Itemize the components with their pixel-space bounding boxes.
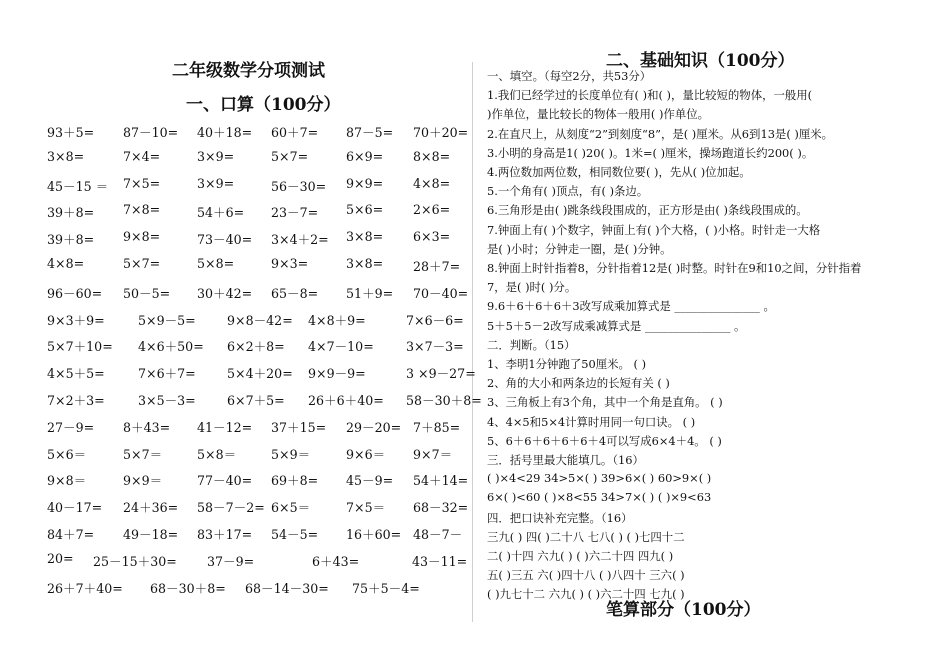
oral-math-problem: 27－9= bbox=[47, 419, 95, 435]
oral-math-problem: 5×7= bbox=[271, 148, 309, 164]
basics-line: 三九( ) 四( )二十八 七八( ) ( )七四十二 bbox=[487, 529, 685, 544]
oral-math-problem: 9×9＝ bbox=[123, 473, 163, 489]
basics-line: ( )×4<29 34>5×( ) 39>6×( ) 60>9×( ) bbox=[487, 471, 712, 486]
oral-math-problem: 7×2＋3= bbox=[47, 393, 105, 408]
oral-math-problem: 4×7－10= bbox=[308, 339, 374, 355]
section-basics-title: 二、基础知识（100分） bbox=[606, 51, 795, 71]
section-written-calc-title: 笔算部分（100分） bbox=[606, 600, 761, 620]
oral-math-problem: 54＋6= bbox=[197, 205, 245, 221]
basics-line: 三．括号里最大能填几。（16） bbox=[487, 453, 644, 467]
basics-line: 6×( )<60 ( )×8<55 34>7×( ) ( )×9<63 bbox=[487, 490, 712, 505]
basics-line: 2、角的大小和两条边的长短有关 ( ) bbox=[487, 376, 670, 391]
oral-math-problem: 9×6＝ bbox=[346, 446, 386, 462]
oral-math-problem: 5×9－5= bbox=[138, 312, 196, 328]
oral-math-problem: 9×7＝ bbox=[413, 446, 453, 462]
oral-math-problem: 5×7＝ bbox=[123, 446, 163, 462]
oral-math-problem: 40－17= bbox=[47, 500, 103, 516]
oral-math-problem: 29－20= bbox=[346, 419, 402, 435]
basics-line: ( )九七十二 六九( ) ( )六二十四 七九( ) bbox=[487, 587, 685, 602]
oral-math-problem: 3×5－3= bbox=[138, 393, 196, 408]
oral-math-problem: 48－7－ bbox=[413, 527, 463, 542]
oral-math-problem: 9×9= bbox=[346, 175, 384, 191]
oral-math-problem: 7×6－6= bbox=[406, 312, 464, 328]
oral-math-problem: 51＋9= bbox=[346, 285, 394, 301]
oral-math-problem: 7×5＝ bbox=[346, 500, 386, 516]
oral-math-problem: 5×6＝ bbox=[47, 446, 87, 462]
oral-math-problem: 5×7＋10= bbox=[47, 339, 113, 355]
oral-math-problem: 20= bbox=[47, 550, 74, 566]
oral-math-problem: 39＋8= bbox=[47, 232, 95, 248]
oral-math-problem: 3 ×9－27= bbox=[406, 366, 476, 382]
oral-math-problem: 6×3= bbox=[413, 229, 451, 245]
oral-math-problem: 93＋5= bbox=[47, 125, 95, 140]
basics-line: 8.钟面上时针指着8，分针指着12是( )时整。时针在9和10之间，分针指着 bbox=[487, 261, 862, 275]
oral-math-problem: 6×5＝ bbox=[271, 500, 311, 516]
oral-math-problem: 16＋60= bbox=[346, 527, 402, 542]
oral-math-problem: 68－32= bbox=[413, 500, 469, 516]
oral-math-problem: 83＋17= bbox=[197, 527, 253, 542]
oral-math-problem: 3×8= bbox=[346, 229, 384, 245]
oral-math-problem: 5×9＝ bbox=[271, 446, 311, 462]
oral-math-problem: 69＋8= bbox=[271, 473, 319, 489]
oral-math-problem: 4×6＋50= bbox=[138, 339, 204, 355]
oral-math-problem: 4×8= bbox=[47, 256, 85, 271]
oral-math-problem: 3×7－3= bbox=[406, 339, 464, 355]
oral-math-problem: 6×2＋8= bbox=[227, 339, 285, 355]
oral-math-problem: 7×5= bbox=[123, 175, 161, 191]
oral-math-problem: 6×9= bbox=[346, 148, 384, 164]
basics-line: 1、李明1分钟跑了50厘米。 ( ) bbox=[487, 357, 647, 371]
oral-math-problem: 77－40= bbox=[197, 473, 253, 489]
basics-line: 3.小明的身高是1( )20( )。1米=( )厘米，操场跑道长约200( )。 bbox=[487, 145, 814, 160]
oral-math-problem: 6×7＋5= bbox=[227, 393, 285, 408]
oral-math-problem: 60＋7= bbox=[271, 125, 319, 140]
basics-line: 2.在直尺上，从刻度“2”到刻度“8”，是( )厘米。从6到13是( )厘米。 bbox=[487, 126, 834, 141]
basics-line: 5、6＋6＋6＋6＋6＋4可以写成6×4＋4。 ( ) bbox=[487, 433, 722, 448]
basics-line: 7，是( )时( )分。 bbox=[487, 280, 577, 295]
oral-math-problem: 7×8= bbox=[123, 202, 161, 218]
oral-math-problem: 68－14－30= bbox=[245, 580, 329, 596]
oral-math-problem: 87－5= bbox=[346, 125, 394, 140]
oral-math-problem: 39＋8= bbox=[47, 205, 95, 221]
oral-math-problem: 5×7= bbox=[123, 256, 161, 271]
oral-math-problem: 3×9= bbox=[197, 175, 235, 191]
basics-line: 6.三角形是由( )跳条线段围成的，正方形是由( )条线段围成的。 bbox=[487, 203, 808, 218]
oral-math-problem: 4×8＋9= bbox=[308, 312, 366, 328]
oral-math-problem: 40＋18= bbox=[197, 125, 253, 140]
basics-line: 一、填空。（每空2分，共53分） bbox=[487, 69, 652, 83]
oral-math-problem: 45－9= bbox=[346, 473, 394, 489]
oral-math-problem: 9×3= bbox=[271, 256, 309, 271]
oral-math-problem: 5×4＋20= bbox=[227, 366, 293, 382]
oral-math-problem: 96－60= bbox=[47, 285, 103, 301]
basics-line: 4、4×5和5×4计算时用同一句口诀。 ( ) bbox=[487, 414, 696, 429]
oral-math-problem: 68－30＋8= bbox=[150, 580, 226, 596]
oral-math-problem: 6＋43= bbox=[312, 553, 360, 569]
oral-math-problem: 5×8= bbox=[197, 256, 235, 271]
oral-math-problem: 26＋7＋40= bbox=[47, 580, 123, 596]
column-divider bbox=[472, 62, 473, 622]
basics-line: 1.我们已经学过的长度单位有( )和( )，量比较短的物体，一般用( bbox=[487, 88, 813, 103]
basics-line: 5.一个角有( )顶点，有( )条边。 bbox=[487, 184, 649, 199]
section-oral-math-title: 一、口算（100分） bbox=[186, 95, 341, 115]
oral-math-problem: 28＋7= bbox=[413, 259, 461, 274]
oral-math-problem: 65－8= bbox=[271, 285, 319, 301]
oral-math-problem: 9×8－42= bbox=[227, 312, 293, 328]
oral-math-problem: 26＋6＋40= bbox=[308, 393, 384, 408]
oral-math-problem: 8＋43= bbox=[123, 419, 171, 435]
oral-math-problem: 5×6= bbox=[346, 202, 384, 218]
oral-math-problem: 37＋15= bbox=[271, 419, 327, 435]
basics-line: 是( )小时；分钟走一圈，是( )分钟。 bbox=[487, 241, 672, 256]
oral-math-problem: 87－10= bbox=[123, 125, 179, 140]
basics-line: 5＋5＋5－2改写成乘减算式是 _______________ 。 bbox=[487, 318, 746, 333]
oral-math-problem: 3×9= bbox=[197, 148, 235, 164]
oral-math-problem: 2×6= bbox=[413, 202, 451, 218]
oral-math-problem: 70－40= bbox=[413, 285, 469, 301]
basics-line: 二( )十四 六九( ) ( )六二十四 四九( ) bbox=[487, 549, 674, 563]
oral-math-problem: 9×8＝ bbox=[47, 473, 87, 489]
basics-line: 9.6＋6＋6＋6＋3改写成乘加算式是 _______________ 。 bbox=[487, 299, 775, 314]
oral-math-problem: 58－7－2= bbox=[197, 500, 265, 516]
oral-math-problem: 49－18= bbox=[123, 527, 179, 542]
oral-math-problem: 30＋42= bbox=[197, 285, 253, 301]
basics-line: 7.钟面上有( )个数字，钟面上有( )个大格，( )小格。时针走一大格 bbox=[487, 222, 821, 237]
basics-line: 二．判断。（15） bbox=[487, 337, 576, 352]
oral-math-problem: 54＋14= bbox=[413, 473, 469, 489]
oral-math-problem: 24＋36= bbox=[123, 500, 179, 516]
oral-math-problem: 41－12= bbox=[197, 419, 253, 435]
oral-math-problem: 7×4= bbox=[123, 148, 161, 164]
oral-math-problem: 37－9= bbox=[207, 553, 255, 569]
oral-math-problem: 3×8= bbox=[47, 148, 85, 164]
oral-math-problem: 58－30＋8= bbox=[406, 393, 482, 408]
oral-math-problem: 70＋20= bbox=[413, 125, 469, 140]
basics-line: )作单位，量比较长的物体一般用( )作单位。 bbox=[487, 107, 709, 122]
test-title: 二年级数学分项测试 bbox=[172, 61, 325, 81]
oral-math-problem: 75＋5－4= bbox=[352, 580, 420, 596]
basics-line: 3、三角板上有3个角，其中一个角是直角。 ( ) bbox=[487, 395, 723, 410]
oral-math-problem: 3×4＋2= bbox=[271, 232, 329, 248]
oral-math-problem: 7×6＋7= bbox=[138, 366, 196, 382]
oral-math-problem: 4×8= bbox=[413, 175, 451, 191]
oral-math-problem: 45－15 ＝ bbox=[47, 178, 109, 194]
oral-math-problem: 54－5= bbox=[271, 527, 319, 542]
oral-math-problem: 3×8= bbox=[346, 256, 384, 271]
oral-math-problem: 43－11= bbox=[412, 553, 468, 569]
oral-math-problem: 25－15＋30= bbox=[93, 553, 177, 569]
basics-line: 四．把口诀补充完整。（16） bbox=[487, 510, 633, 525]
basics-line: 五( )三五 六( )四十八 ( )八四十 三六( ) bbox=[487, 568, 685, 583]
oral-math-problem: 5×8＝ bbox=[197, 446, 237, 462]
oral-math-problem: 9×8= bbox=[123, 229, 161, 245]
oral-math-problem: 73－40= bbox=[197, 232, 253, 248]
oral-math-problem: 7＋85= bbox=[413, 419, 461, 435]
oral-math-problem: 4×5＋5= bbox=[47, 366, 105, 382]
oral-math-problem: 23－7= bbox=[271, 205, 319, 221]
oral-math-problem: 8×8= bbox=[413, 148, 451, 164]
oral-math-problem: 56－30= bbox=[271, 178, 327, 194]
oral-math-problem: 9×3＋9= bbox=[47, 312, 105, 328]
oral-math-problem: 9×9－9= bbox=[308, 366, 366, 382]
oral-math-problem: 84＋7= bbox=[47, 527, 95, 542]
basics-line: 4.两位数加两位数，相同数位要( )，先从( )位加起。 bbox=[487, 165, 751, 179]
oral-math-problem: 50－5= bbox=[123, 285, 171, 301]
